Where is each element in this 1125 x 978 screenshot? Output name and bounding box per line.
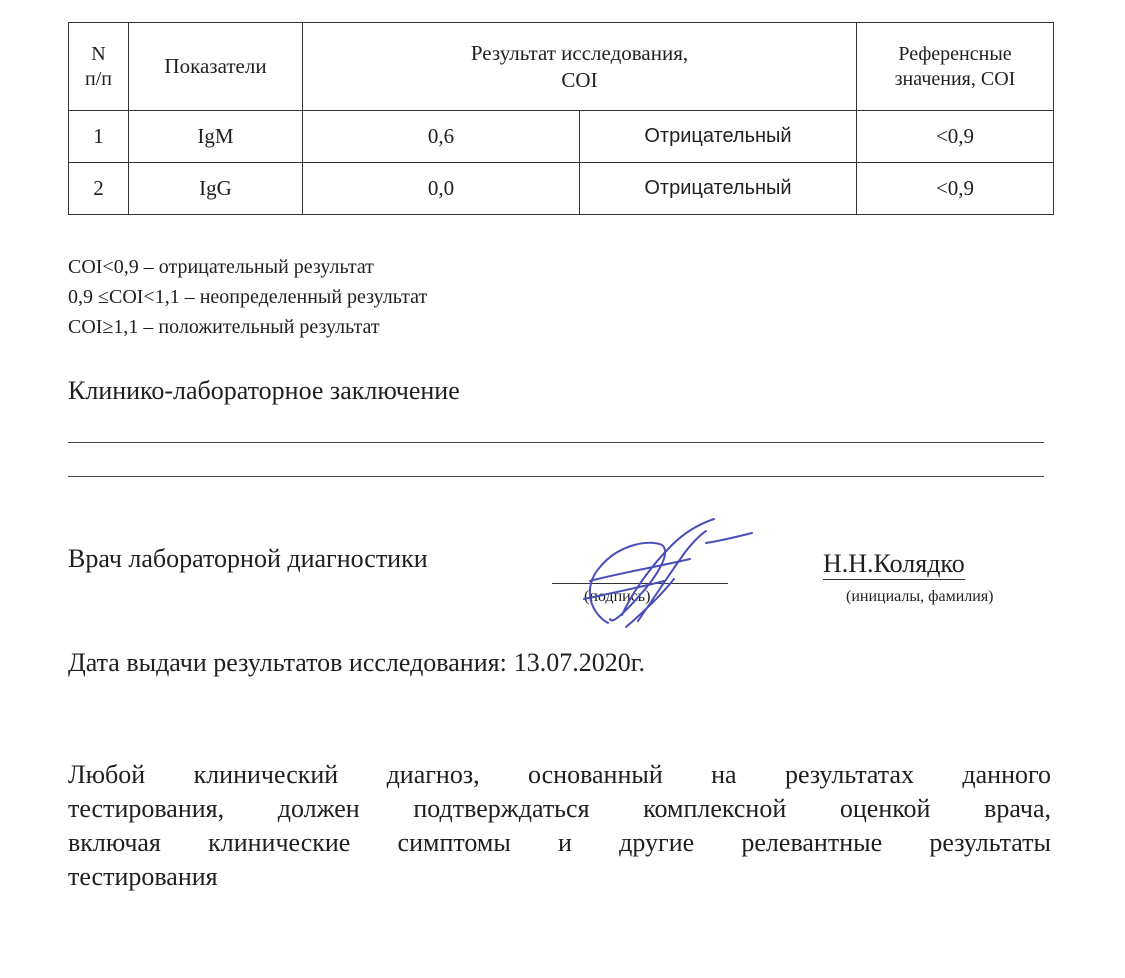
doctor-role: Врач лабораторной диагностики	[68, 544, 428, 573]
disclaimer-line: тестирования	[68, 862, 218, 891]
conclusion-line	[68, 476, 1044, 477]
issue-date-value: 13.07.2020г.	[513, 648, 646, 677]
header-result-line2: COI	[561, 67, 598, 92]
legend-indeterminate: 0,9 ≤COI<1,1 – неопределенный результат	[68, 286, 428, 308]
issue-date	[68, 648, 645, 678]
name-caption: (инициалы, фамилия)	[846, 588, 994, 605]
doctor-name: Н.Н.Колядко	[823, 549, 965, 578]
row-interpretation: Отрицательный	[580, 163, 857, 215]
issue-date-label: Дата выдачи результатов исследования:	[68, 648, 507, 677]
disclaimer-line: Любой клинический диагноз, основанный на результатах данного	[68, 760, 1051, 789]
header-result	[303, 23, 857, 111]
conclusion-line	[68, 442, 1044, 443]
signature-caption: (подпись)	[584, 588, 651, 605]
row-indicator: IgM	[129, 111, 303, 163]
header-indicators: Показатели	[129, 23, 303, 111]
row-value: 0,6	[303, 111, 580, 163]
header-result-line1: Результат исследования,	[470, 41, 689, 66]
row-interpretation: Отрицательный	[580, 111, 857, 163]
header-reference-line2: значения, COI	[894, 67, 1016, 90]
legend-positive: COI≥1,1 – положительный результат	[68, 316, 380, 338]
coi-legend	[68, 252, 427, 342]
header-reference	[857, 23, 1054, 111]
handwritten-signature	[560, 515, 760, 630]
disclaimer-line: тестирования, должен подтверждаться комплексной оценкой врача,	[68, 794, 1051, 823]
disclaimer-line: включая клинические симптомы и другие релевантные результаты	[68, 828, 1051, 857]
header-number-line1: N	[91, 42, 106, 65]
table-row	[69, 163, 1054, 215]
header-number-line2: п/п	[85, 67, 112, 90]
table-row	[69, 111, 1054, 163]
results-table	[68, 22, 1054, 215]
row-indicator: IgG	[129, 163, 303, 215]
row-reference: <0,9	[857, 111, 1054, 163]
header-number	[69, 23, 129, 111]
row-reference: <0,9	[857, 163, 1054, 215]
row-number: 2	[69, 163, 129, 215]
row-number: 1	[69, 111, 129, 163]
legend-negative: COI<0,9 – отрицательный результат	[68, 256, 374, 278]
disclaimer	[68, 758, 1051, 894]
table-header-row	[69, 23, 1054, 111]
row-value: 0,0	[303, 163, 580, 215]
header-reference-line1: Референсные	[898, 42, 1012, 65]
conclusion-title: Клинико-лабораторное заключение	[68, 376, 460, 405]
